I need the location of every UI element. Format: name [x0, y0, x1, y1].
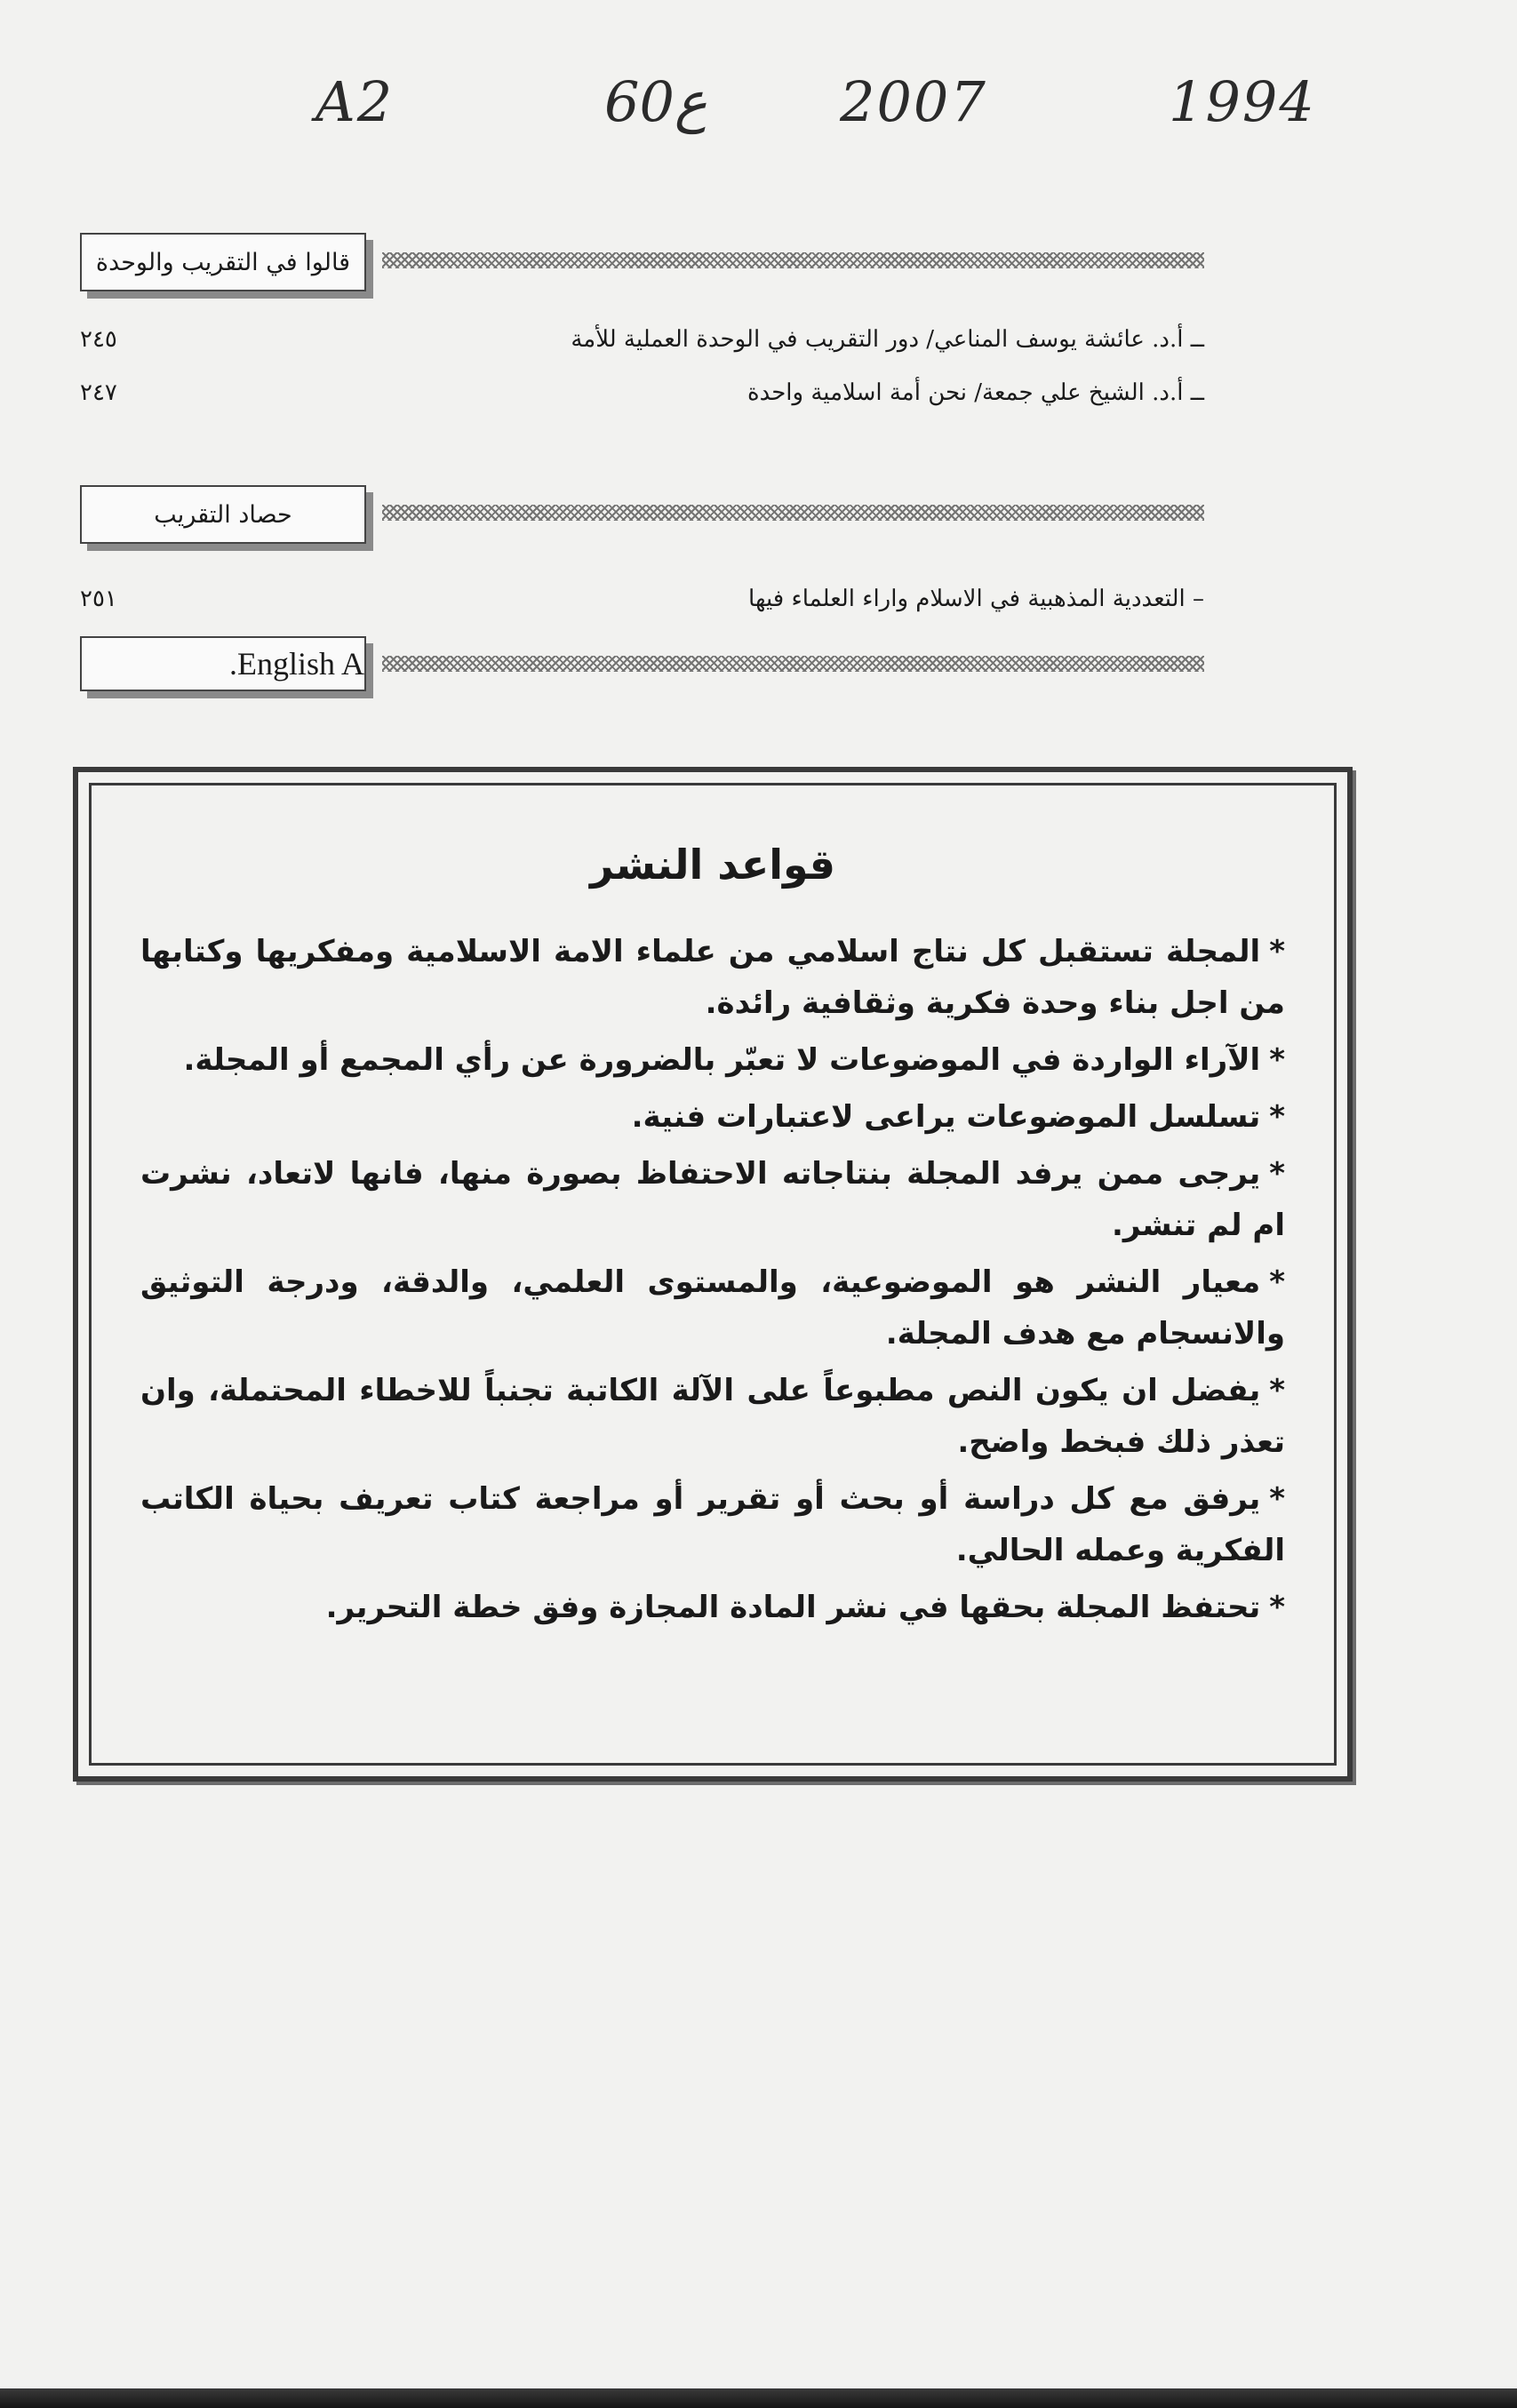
handwritten-index: 1994	[1169, 69, 1316, 134]
toc-page-number: ٢٥١	[80, 586, 117, 612]
rule-item: *يرفق مع كل دراسة أو بحث أو تقرير أو مراجعة كتاب تعريف بحياة الكاتب الفكرية وعمله الحالي.	[140, 1481, 1285, 1568]
toc-page-number: ٢٤٥	[80, 326, 117, 353]
rule-item: *تحتفظ المجلة بحقها في نشر المادة المجازة وفق خطة التحرير.	[325, 1590, 1285, 1625]
toc-row[interactable]	[80, 578, 1204, 620]
asterisk-icon: *	[1269, 1156, 1285, 1192]
section-divider	[382, 656, 1204, 672]
handwritten-number: 60ع	[604, 69, 707, 134]
toc-title: – التعددية المذهبية في الاسلام واراء العلماء فيها	[748, 586, 1204, 612]
rule-item: *الآراء الواردة في الموضوعات لا تعبّر بالضرورة عن رأي المجمع أو المجلة.	[183, 1042, 1285, 1078]
section-divider	[382, 252, 1204, 268]
toc-page-number: ٢٤٧	[80, 379, 117, 406]
section-header-qalu	[80, 233, 1204, 297]
asterisk-icon: *	[1269, 1042, 1285, 1078]
asterisk-icon: *	[1269, 1481, 1285, 1517]
publication-rules-inner	[89, 783, 1337, 1766]
publication-rules-box	[73, 767, 1353, 1782]
section-header-hasad	[80, 485, 1204, 549]
toc-row[interactable]	[80, 318, 1204, 361]
rule-item: *تسلسل الموضوعات يراعى لاعتبارات فنية.	[631, 1099, 1285, 1135]
rule-item: *المجلة تستقبل كل نتاج اسلامي من علماء الامة الاسلامية ومفكريها وكتابها من اجل بناء وحدة فكرية وثقافية رائدة.	[140, 934, 1285, 1021]
asterisk-icon: *	[1269, 1373, 1285, 1408]
handwritten-year: 2007	[840, 69, 987, 134]
rule-item: *يفضل ان يكون النص مطبوعاً على الآلة الكاتبة تجنباً للاخطاء المحتملة، وان تعذر ذلك فبخط واضح.	[140, 1373, 1285, 1460]
section-divider	[382, 505, 1204, 521]
rule-item: *معيار النشر هو الموضوعية، والمستوى العلمي، والدقة، ودرجة التوثيق والانسجام مع هدف المجلة.	[140, 1264, 1285, 1352]
asterisk-icon: *	[1269, 1590, 1285, 1625]
toc-title: ــ أ.د. الشيخ علي جمعة/ نحن أمة اسلامية واحدة	[747, 379, 1204, 406]
page-bottom-edge	[0, 2388, 1517, 2408]
handwritten-code: A2	[315, 69, 395, 134]
toc-row[interactable]	[80, 371, 1204, 414]
rules-title: قواعد النشر	[590, 841, 835, 889]
asterisk-icon: *	[1269, 1099, 1285, 1135]
section-label: English A.	[80, 636, 366, 691]
toc-title: ــ أ.د. عائشة يوسف المناعي/ دور التقريب في الوحدة العملية للأمة	[571, 326, 1204, 353]
section-label: قالوا في التقريب والوحدة	[80, 233, 366, 291]
section-label: حصاد التقريب	[80, 485, 366, 544]
asterisk-icon: *	[1269, 1264, 1285, 1300]
section-header-english	[80, 636, 1204, 700]
rule-item: *يرجى ممن يرفد المجلة بنتاجاته الاحتفاظ بصورة منها، فانها لاتعاد، نشرت ام لم تنشر.	[140, 1156, 1285, 1243]
asterisk-icon: *	[1269, 934, 1285, 969]
